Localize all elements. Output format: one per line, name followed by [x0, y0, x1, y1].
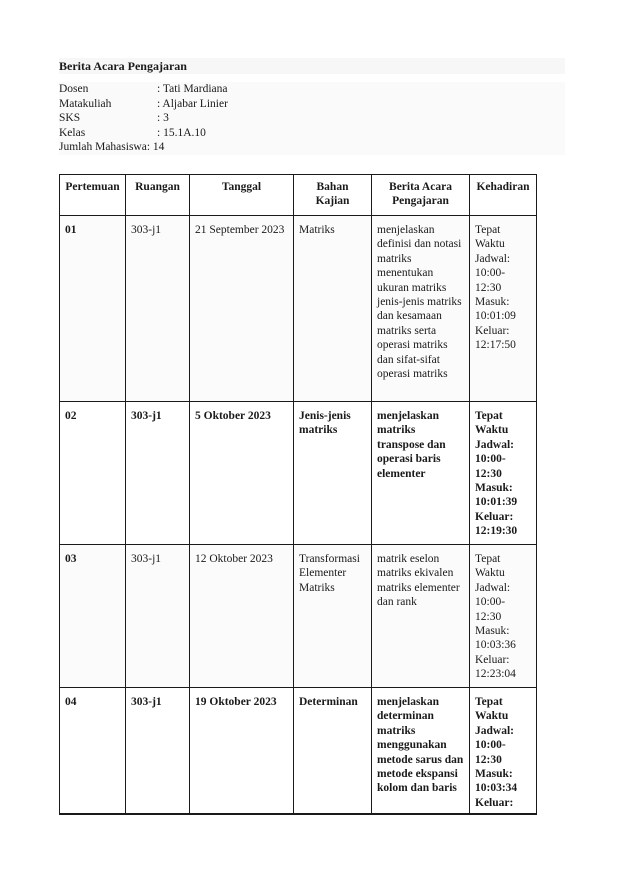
- cell-kehadiran: Tepat Waktu Jadwal: 10:00-12:30 Masuk: 10:01:09 Keluar: 12:17:50: [470, 216, 537, 402]
- cell-pertemuan: 01: [60, 216, 126, 402]
- page-title: Berita Acara Pengajaran: [59, 58, 565, 74]
- header-bahan-kajian: Bahan Kajian: [294, 175, 372, 216]
- cell-ruangan: 303-j1: [126, 545, 190, 688]
- cell-ruangan: 303-j1: [126, 216, 190, 402]
- info-label: Jumlah Mahasiswa: [59, 141, 147, 153]
- table-row: [60, 216, 537, 402]
- cell-pertemuan: 02: [60, 402, 126, 545]
- info-label: Dosen: [59, 83, 89, 95]
- info-row-kelas: [59, 126, 565, 141]
- info-label: Kelas: [59, 126, 86, 139]
- table-header-row: [60, 175, 537, 216]
- cell-ruangan: 303-j1: [126, 402, 190, 545]
- cell-tanggal: 21 September 2023: [190, 216, 294, 402]
- header-ruangan: Ruangan: [126, 175, 190, 216]
- info-row-dosen: [59, 82, 565, 97]
- cell-berita-acara: menjelaskan determinan matriks menggunakan metode sarus dan metode ekspansi kolom dan baris: [372, 688, 470, 815]
- cell-bahan-kajian: Jenis-jenis matriks: [294, 402, 372, 545]
- table-row: [60, 402, 537, 545]
- course-info: [59, 82, 565, 155]
- info-label: SKS: [59, 112, 81, 124]
- cell-berita-acara: matrik eselon matriks ekivalen matriks elementer dan rank: [372, 545, 470, 688]
- table-row: [60, 688, 537, 815]
- header-kehadiran: Kehadiran: [470, 175, 537, 216]
- cell-bahan-kajian: Matriks: [294, 216, 372, 402]
- cell-pertemuan: 03: [60, 545, 126, 688]
- info-value: : 14: [146, 141, 165, 153]
- cell-pertemuan: 04: [60, 688, 126, 815]
- cell-kehadiran: Tepat Waktu Jadwal: 10:00-12:30 Masuk: 10:03:34 Keluar:: [470, 688, 537, 815]
- header-berita-acara: Berita Acara Pengajaran: [372, 175, 470, 216]
- teaching-log-table-wrap: [59, 174, 537, 815]
- header-pertemuan: Pertemuan: [60, 175, 126, 216]
- info-value: : Aljabar Linier: [157, 97, 228, 110]
- cell-bahan-kajian: Determinan: [294, 688, 372, 815]
- table-row: [60, 545, 537, 688]
- info-row-sks: [59, 111, 565, 126]
- cell-kehadiran: Tepat Waktu Jadwal: 10:00-12:30 Masuk: 10:01:39 Keluar: 12:19:30: [470, 402, 537, 545]
- cell-tanggal: 19 Oktober 2023: [190, 688, 294, 815]
- info-value: : 15.1A.10: [157, 126, 206, 139]
- info-label: Matakuliah: [59, 97, 112, 110]
- info-row-matakuliah: [59, 97, 565, 112]
- cell-tanggal: 12 Oktober 2023: [190, 545, 294, 688]
- cell-berita-acara: menjelaskan matriks transpose dan operasi baris elementer: [372, 402, 470, 545]
- teaching-log-table: [59, 174, 537, 815]
- cell-bahan-kajian: Transformasi Elementer Matriks: [294, 545, 372, 688]
- info-value: : 3: [157, 112, 169, 124]
- cell-kehadiran: Tepat Waktu Jadwal: 10:00-12:30 Masuk: 10:03:36 Keluar: 12:23:04: [470, 545, 537, 688]
- cell-ruangan: 303-j1: [126, 688, 190, 815]
- info-value: : Tati Mardiana: [157, 83, 228, 95]
- cell-berita-acara: menjelaskan definisi dan notasi matriks menentukan ukuran matriks jenis-jenis matriks dan kesamaan matriks serta operasi matriks dan sifat-sifat operasi matriks: [372, 216, 470, 402]
- info-row-jumlah-mahasiswa: [59, 140, 565, 155]
- cell-tanggal: 5 Oktober 2023: [190, 402, 294, 545]
- header-tanggal: Tanggal: [190, 175, 294, 216]
